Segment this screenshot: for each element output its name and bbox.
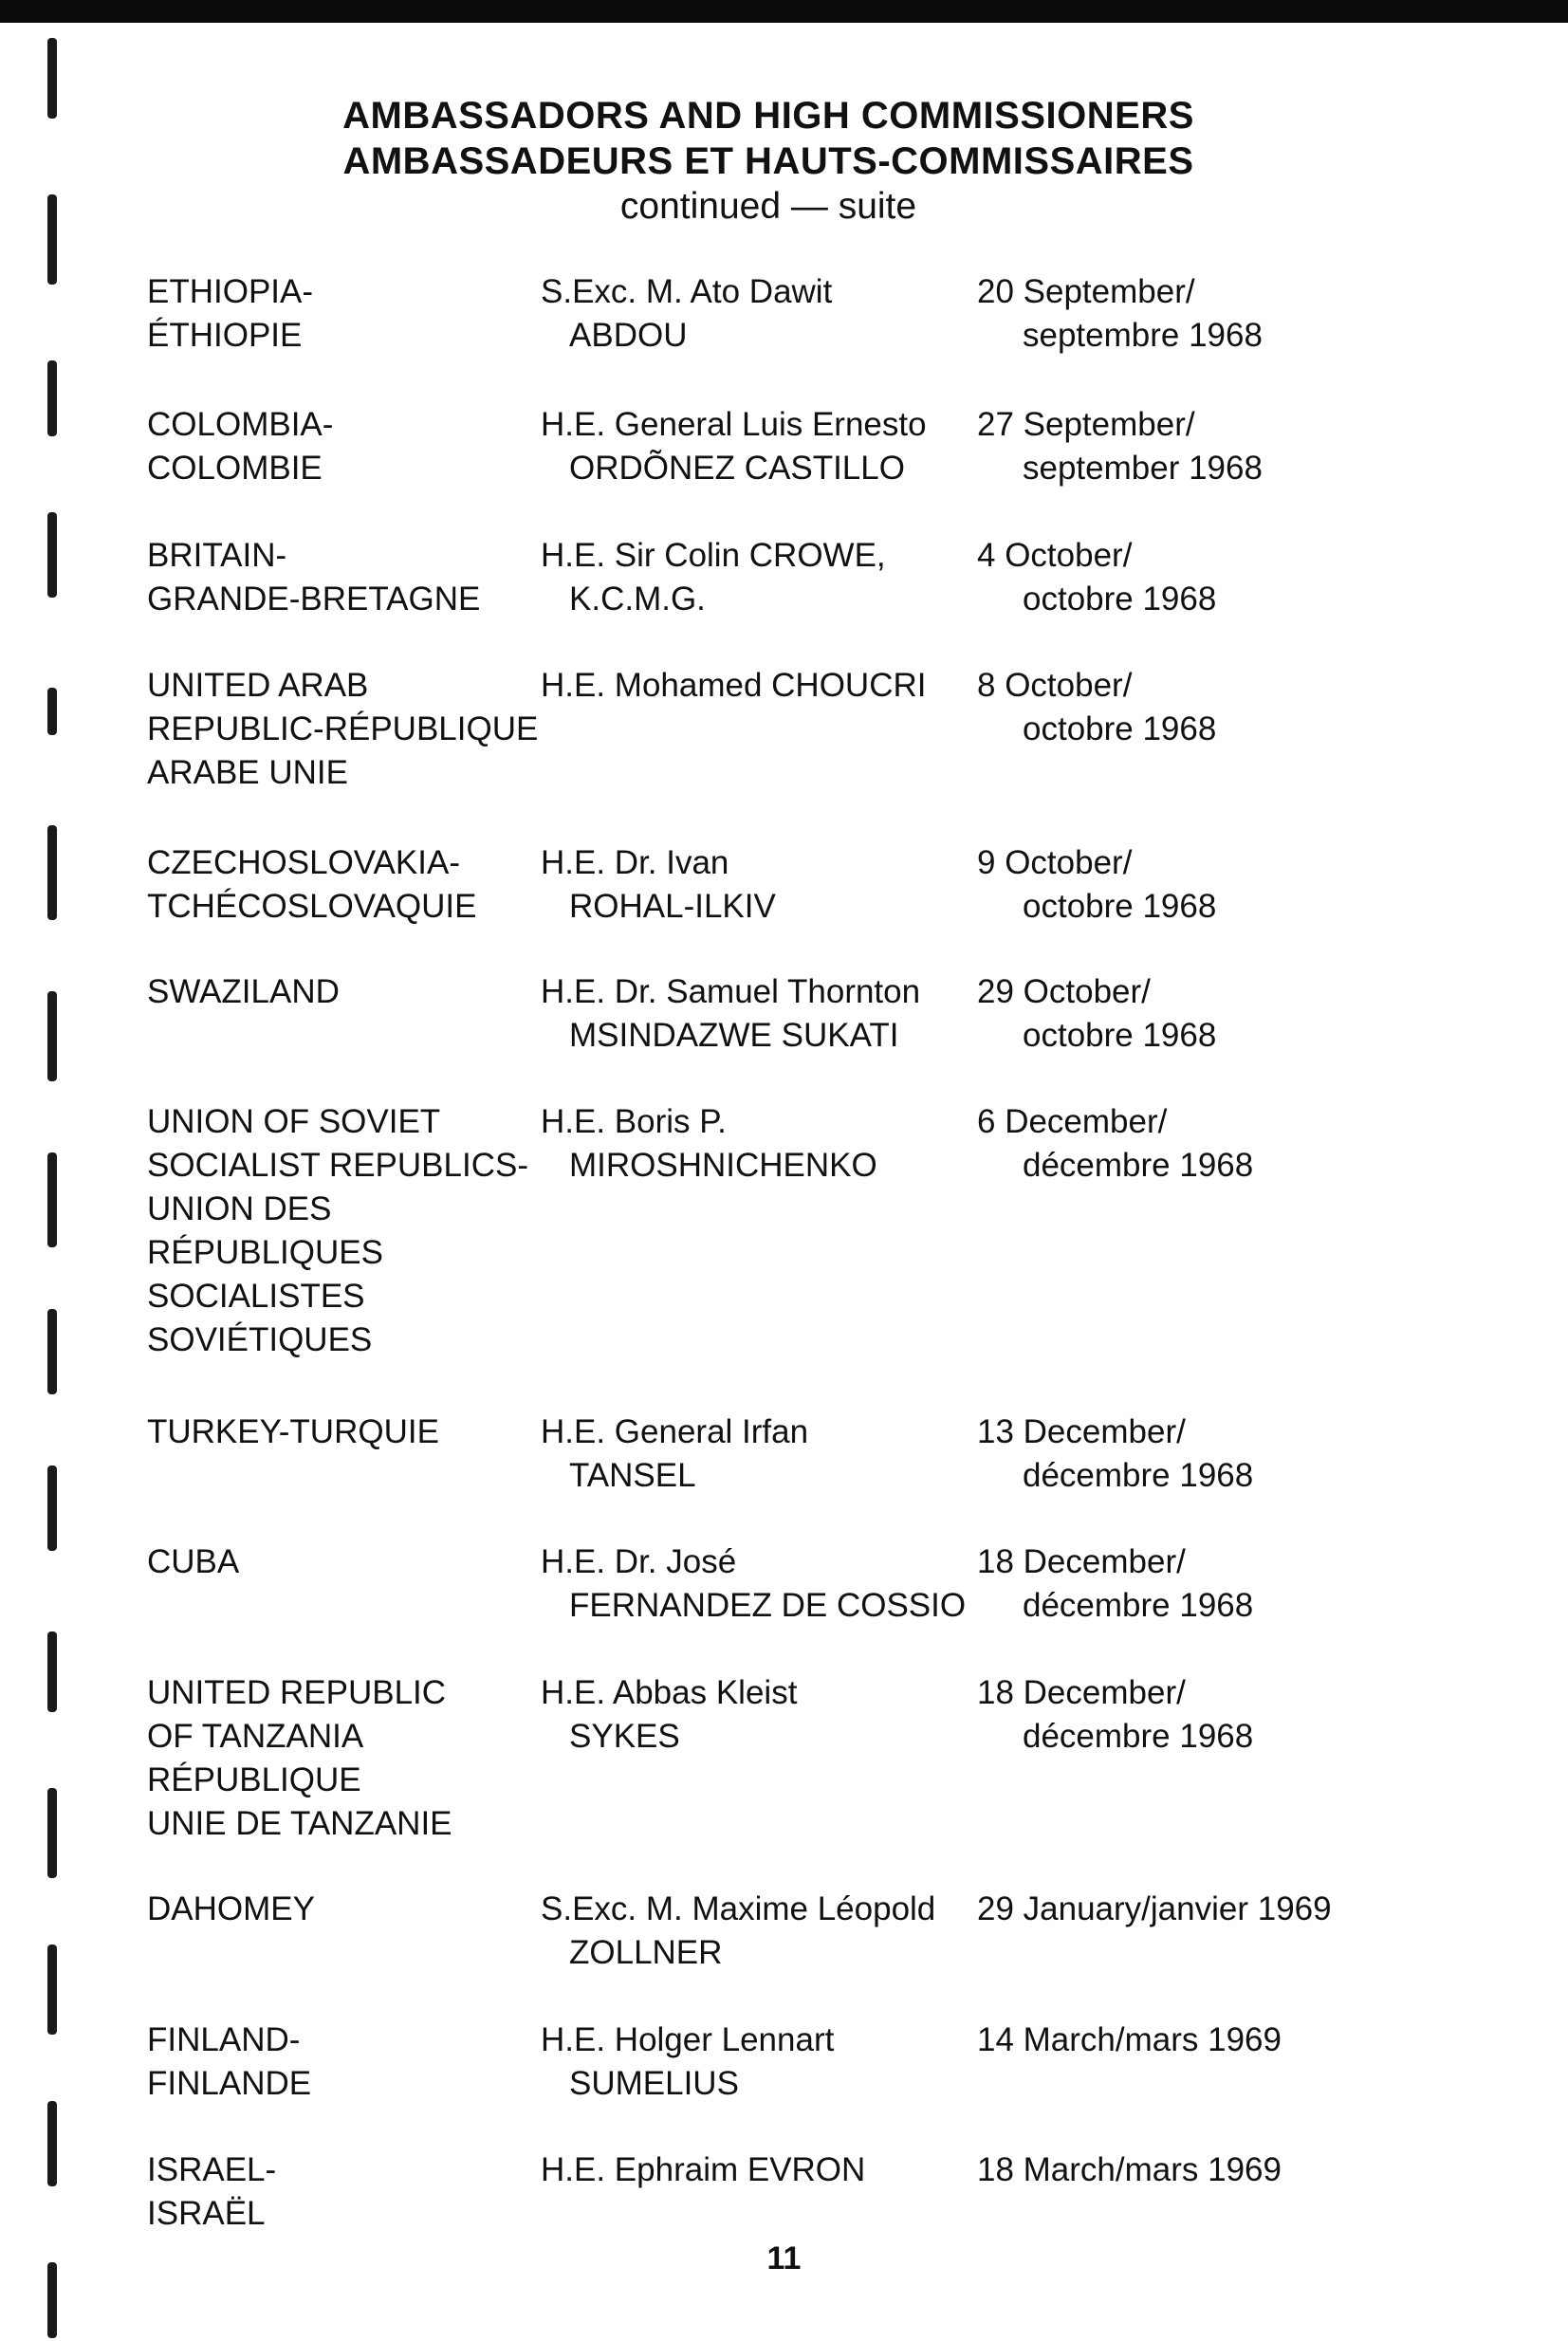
envoy-line: MSINDAZWE SUKATI — [569, 1017, 899, 1054]
envoy-line: H.E. Boris P. — [541, 1103, 727, 1140]
envoy-name — [541, 1888, 987, 1975]
date-line: octobre 1968 — [1023, 710, 1217, 747]
country-name — [147, 1410, 545, 1454]
title-french: AMBASSADEURS ET HAUTS-COMMISSAIRES — [342, 140, 1194, 182]
continued-label: continued — suite — [619, 186, 917, 227]
date-line: 9 October/ — [977, 844, 1133, 881]
country-line: COLOMBIA- — [147, 406, 334, 443]
credentials-date — [977, 1671, 1356, 1759]
country-name — [147, 270, 545, 358]
country-line: SOCIALIST REPUBLICS- — [147, 1147, 528, 1184]
binding-mark — [47, 38, 57, 119]
binding-mark — [47, 512, 57, 598]
country-name — [147, 1888, 545, 1931]
envoy-line: H.E. Ephraim EVRON — [541, 2151, 866, 2188]
country-line: FINLANDE — [147, 2065, 312, 2102]
country-line: ISRAËL — [147, 2195, 266, 2232]
binding-mark — [47, 1309, 57, 1394]
credentials-date — [977, 1540, 1356, 1628]
envoy-name — [541, 534, 987, 621]
envoy-name — [541, 1671, 987, 1759]
country-line: ÉTHIOPIE — [147, 317, 303, 354]
country-name — [147, 534, 545, 621]
envoy-line: TANSEL — [569, 1457, 696, 1494]
country-line: GRANDE-BRETAGNE — [147, 581, 481, 618]
envoy-line: SYKES — [569, 1718, 680, 1755]
binding-mark — [47, 1631, 57, 1712]
credentials-date — [977, 1410, 1356, 1498]
scan-top-edge — [0, 0, 1568, 23]
envoy-name — [541, 2148, 987, 2192]
country-line: UNITED REPUBLIC — [147, 1674, 447, 1711]
country-line: RÉPUBLIQUES — [147, 1234, 383, 1271]
envoy-line: K.C.M.G. — [569, 581, 706, 618]
country-line: UNITED ARAB — [147, 667, 369, 704]
envoy-line: MIROSHNICHENKO — [569, 1147, 877, 1184]
binding-mark — [47, 1945, 57, 2035]
country-name — [147, 841, 545, 929]
envoy-line: FERNANDEZ DE COSSIO — [569, 1587, 967, 1624]
country-line: SOCIALISTES — [147, 1278, 365, 1315]
date-line: 27 September/ — [977, 406, 1195, 443]
date-line: 18 March/mars 1969 — [977, 2151, 1282, 2188]
country-line: BRITAIN- — [147, 537, 287, 574]
date-line: 6 December/ — [977, 1103, 1168, 1140]
date-line: décembre 1968 — [1023, 1587, 1254, 1624]
binding-mark — [47, 825, 57, 920]
date-line: 29 January/janvier 1969 — [977, 1890, 1332, 1927]
envoy-name — [541, 270, 987, 358]
envoy-name — [541, 970, 987, 1058]
envoy-name — [541, 841, 987, 929]
country-line: COLOMBIE — [147, 450, 323, 487]
envoy-line: H.E. Abbas Kleist — [541, 1674, 798, 1711]
envoy-name — [541, 403, 987, 490]
envoy-line: ORDÕNEZ CASTILLO — [569, 450, 905, 487]
country-line: UNION OF SOVIET — [147, 1103, 441, 1140]
country-name — [147, 1100, 545, 1362]
country-line: ISRAEL- — [147, 2151, 277, 2188]
country-line: SOVIÉTIQUES — [147, 1321, 373, 1358]
country-name — [147, 664, 545, 795]
page-heading — [237, 93, 1300, 230]
country-line: DAHOMEY — [147, 1890, 315, 1927]
country-name — [147, 1671, 545, 1846]
envoy-line: H.E. Dr. Ivan — [541, 844, 729, 881]
envoy-line: SUMELIUS — [569, 2065, 739, 2102]
page-number: 11 — [766, 2240, 802, 2276]
date-line: 20 September/ — [977, 273, 1195, 310]
date-line: 18 December/ — [977, 1543, 1186, 1580]
envoy-line: ROHAL-ILKIV — [569, 888, 776, 925]
country-line: RÉPUBLIQUE — [147, 1761, 361, 1798]
country-line: SWAZILAND — [147, 973, 340, 1010]
envoy-line: H.E. General Irfan — [541, 1413, 809, 1450]
envoy-name — [541, 1410, 987, 1498]
date-line: octobre 1968 — [1023, 581, 1217, 618]
binding-mark — [47, 2101, 57, 2186]
date-line: décembre 1968 — [1023, 1147, 1254, 1184]
envoy-name — [541, 664, 987, 708]
binding-mark — [47, 1152, 57, 1247]
envoy-name — [541, 1540, 987, 1628]
country-line: FINLAND- — [147, 2021, 301, 2058]
date-line: décembre 1968 — [1023, 1718, 1254, 1755]
country-line: TURKEY-TURQUIE — [147, 1413, 439, 1450]
envoy-line: H.E. General Luis Ernesto — [541, 406, 927, 443]
country-line: REPUBLIC-RÉPUBLIQUE — [147, 710, 539, 747]
country-line: ARABE UNIE — [147, 754, 348, 791]
envoy-line: S.Exc. M. Ato Dawit — [541, 273, 833, 310]
envoy-line: H.E. Sir Colin CROWE, — [541, 537, 886, 574]
credentials-date — [977, 2148, 1356, 2192]
country-name — [147, 403, 545, 490]
date-line: 4 October/ — [977, 537, 1133, 574]
binding-mark — [47, 688, 57, 735]
binding-mark — [47, 360, 57, 436]
envoy-line: S.Exc. M. Maxime Léopold — [541, 1890, 936, 1927]
country-line: ETHIOPIA- — [147, 273, 314, 310]
envoy-name — [541, 1100, 987, 1188]
country-line: TCHÉCOSLOVAQUIE — [147, 888, 477, 925]
binding-mark — [47, 991, 57, 1081]
country-line: OF TANZANIA — [147, 1718, 364, 1755]
envoy-line: ZOLLNER — [569, 1934, 723, 1971]
envoy-line: H.E. Dr. José — [541, 1543, 737, 1580]
date-line: septembre 1968 — [1023, 317, 1263, 354]
credentials-date — [977, 841, 1356, 929]
date-line: 13 December/ — [977, 1413, 1186, 1450]
envoy-line: H.E. Dr. Samuel Thornton — [541, 973, 921, 1010]
country-line: CZECHOSLOVAKIA- — [147, 844, 460, 881]
binding-mark — [47, 1788, 57, 1878]
country-name — [147, 2148, 545, 2236]
credentials-date — [977, 270, 1356, 358]
date-line: 14 March/mars 1969 — [977, 2021, 1282, 2058]
country-name — [147, 1540, 545, 1584]
date-line: octobre 1968 — [1023, 1017, 1217, 1054]
credentials-date — [977, 970, 1356, 1058]
date-line: september 1968 — [1023, 450, 1263, 487]
country-line: UNIE DE TANZANIE — [147, 1805, 452, 1842]
title-english: AMBASSADORS AND HIGH COMMISSIONERS — [342, 95, 1194, 137]
country-line: UNION DES — [147, 1190, 332, 1227]
binding-mark — [47, 1465, 57, 1551]
country-line: CUBA — [147, 1543, 240, 1580]
country-name — [147, 2018, 545, 2106]
binding-mark — [47, 194, 57, 285]
envoy-line: H.E. Holger Lennart — [541, 2021, 835, 2058]
date-line: octobre 1968 — [1023, 888, 1217, 925]
date-line: 8 October/ — [977, 667, 1133, 704]
date-line: 18 December/ — [977, 1674, 1186, 1711]
credentials-date — [977, 664, 1356, 751]
credentials-date — [977, 534, 1356, 621]
credentials-date — [977, 1888, 1356, 1931]
credentials-date — [977, 403, 1356, 490]
date-line: 29 October/ — [977, 973, 1151, 1010]
envoy-line: ABDOU — [569, 317, 688, 354]
date-line: décembre 1968 — [1023, 1457, 1254, 1494]
envoy-name — [541, 2018, 987, 2106]
country-name — [147, 970, 545, 1014]
credentials-date — [977, 2018, 1356, 2062]
credentials-date — [977, 1100, 1356, 1188]
envoy-line: H.E. Mohamed CHOUCRI — [541, 667, 927, 704]
